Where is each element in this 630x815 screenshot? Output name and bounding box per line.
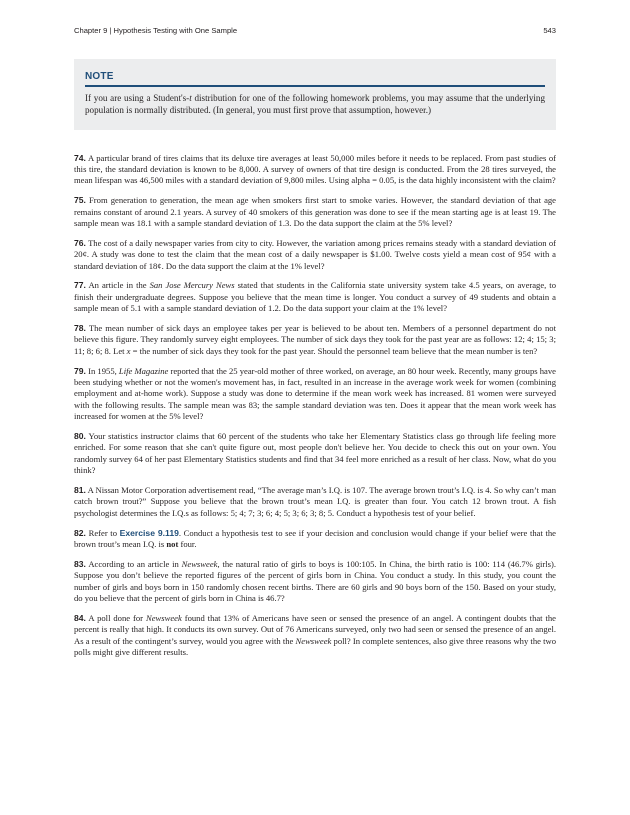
exercise-text: Your statistics instructor claims that 60 percent of the students who take her Elementary Statistics class go through life feeling more enriched. For some reason that she can't quite figure out, most people don't believe her. You decide to check this out on your own. You randomly survey 64 of her past Elementary Statistics students and find that 34 feel more enriched as a result of her class. Now, what do you think?: [74, 431, 556, 476]
exercise-italic: Newsweek: [181, 558, 218, 569]
exercise-text: A Nissan Motor Corporation advertisement read, “The average man’s I.Q. is 107. The average brown trout’s I.Q. is 4. So why can’t man catch brown trout?” Suppose you believe that the brown trout’s mean I.Q. is greater than four. You catch 12 brown trout. A fish psychologist determines the I.Q.s as follows: 5; 4; 7; 3; 6; 4; 5; 3; 6; 3; 8; 5. Conduct a hypothesis test of your belief.: [74, 485, 556, 518]
exercise-italic: Life Magazine: [118, 365, 169, 376]
exercise-text: An article in the: [88, 280, 150, 291]
exercise-number: 77.: [74, 280, 86, 291]
exercise-number: 75.: [74, 195, 86, 206]
exercise-number: 80.: [74, 431, 86, 442]
exercise-bold: not: [166, 538, 179, 549]
exercise-text: poll? In complete sentences, also give three reasons why the two polls might give different results.: [74, 635, 556, 657]
running-head: [74, 26, 556, 35]
exercise-cross-reference-link[interactable]: Exercise 9.119: [119, 527, 179, 538]
exercise-77: [74, 280, 556, 314]
exercise-75: [74, 195, 556, 229]
chapter-title: Chapter 9 | Hypothesis Testing with One Sample: [74, 26, 238, 35]
exercise-78: [74, 323, 556, 357]
note-box: [74, 59, 556, 130]
exercise-number: 82.: [74, 527, 86, 538]
exercise-italic: Newsweek: [145, 612, 182, 623]
exercise-text: In 1955,: [88, 365, 119, 376]
note-text-part: If you are using a Student's-: [85, 92, 190, 103]
exercise-text: . Conduct a hypothesis test to see if your decision and conclusion would change if your belief were that the brown trout’s mean I.Q. is: [74, 527, 556, 549]
note-text: [85, 92, 545, 117]
exercise-number: 79.: [74, 365, 86, 376]
exercise-italic: Newsweek: [295, 635, 332, 646]
note-text-italic: t: [189, 92, 192, 103]
exercise-76: [74, 238, 556, 272]
exercise-number: 74.: [74, 152, 86, 163]
exercise-text: Refer to: [88, 527, 120, 538]
exercise-text: According to an article in: [88, 558, 182, 569]
exercise-text: found that 13% of Americans have seen or sensed the presence of an angel. A contingent doubts that the percent is really that high. It conducts its own survey. Out of 76 Americans surveyed, only two had seen or sensed the presence of an angel. As a result of the contingent’s survey, would you agree with the: [74, 612, 557, 646]
exercise-79: [74, 366, 556, 423]
exercise-text: stated that students in the California state university system take 4.5 years, on average, to finish their undergraduate degrees. Suppose you believe that the mean time is longer. You conduct a survey of 49 students and obtain a sample mean of 5.1 with a sample standard deviation of 1.2. Do the data support your claim at the 1% level?: [74, 280, 556, 314]
note-text-part: distribution for one of the following homework problems, you may assume that the underlying population is normally distributed. (In general, you must first prove that assumption, however.): [85, 92, 545, 115]
exercise-text: From generation to generation, the mean age when smokers first start to smoke varies. However, the standard deviation of that age remains constant of around 2.1 years. A survey of 40 smokers of this generation was done to see if the mean starting age is at least 19. The sample mean was 18.1 with a sample standard deviation of 1.3. Do the data support the claim at the 5% level?: [74, 195, 556, 228]
page-number: 543: [543, 26, 556, 35]
exercise-italic: x: [126, 345, 131, 356]
exercise-74: [74, 153, 556, 187]
exercise-text: four.: [178, 538, 197, 549]
exercise-81: [74, 485, 556, 519]
exercise-number: 84.: [74, 612, 86, 623]
exercise-82: [74, 528, 556, 551]
exercise-number: 81.: [74, 485, 86, 495]
exercise-number: 76.: [74, 237, 86, 248]
exercise-number: 83.: [74, 558, 86, 569]
exercise-text: The cost of a daily newspaper varies from city to city. However, the variation among prices remains steady with a standard deviation of 20¢. A study was done to test the claim that the mean cost of a daily newspaper is $1.00. Twelve costs yield a mean cost of 95¢ with a standard deviation of 18¢. Do the data support the claim at the 1% level?: [74, 237, 556, 271]
exercise-text: = the number of sick days they took for the past year. Should the personnel team believe that the mean number is ten?: [130, 345, 538, 356]
exercise-text: A particular brand of tires claims that its deluxe tire averages at least 50,000 miles before it needs to be replaced. From past studies of this tire, the standard deviation is known to be 8,000. A survey of owners of that tire design is conducted. From the 28 tires surveyed, the mean lifespan was 46,500 miles with a standard deviation of 9,800 miles. Using alpha = 0.05, is the data highly inconsistent with the claim?: [74, 152, 556, 186]
exercise-84: [74, 613, 556, 658]
exercise-text: , the natural ratio of girls to boys is 100:105. In China, the birth ratio is 100: 114 (46.7% girls). Suppose you don’t believe the reported figures of the percent of girls born in China. You conduct a study. In this study, you count the number of girls and boys born in 150 randomly chosen recent births. There are 60 girls and 90 boys born of the 150. Based on your study, do you believe that the percent of girls born in China is 46.7?: [74, 558, 556, 603]
exercise-text: The mean number of sick days an employee takes per year is believed to be about ten. Members of a personnel department do not believe this figure. They randomly survey eight employees. The number of sick days they took for the past year are as follows: 12; 4; 15; 3; 11; 8; 6; 8. Let: [74, 323, 556, 356]
exercise-text: A poll done for: [88, 612, 146, 623]
exercise-text: reported that the 25 year-old mother of three worked, on average, an 80 hour week. Recently, many groups have been studying whether or not the women's movement has, in fact, resulted in an increase in the average work week for women (combining employment and at-home work). Suppose a study was done to determine if the mean work week has increased. 81 women were surveyed with the following results. The sample mean was 83; the sample standard deviation was ten. Does it appear that the mean work week has increased for women at the 5% level?: [74, 365, 556, 422]
note-title: NOTE: [85, 71, 114, 82]
exercise-number: 78.: [74, 323, 86, 334]
exercise-list: [74, 144, 556, 661]
exercise-83: [74, 559, 556, 604]
exercise-80: [74, 431, 556, 476]
exercise-italic: San Jose Mercury News: [149, 280, 235, 291]
note-divider: [85, 85, 545, 87]
